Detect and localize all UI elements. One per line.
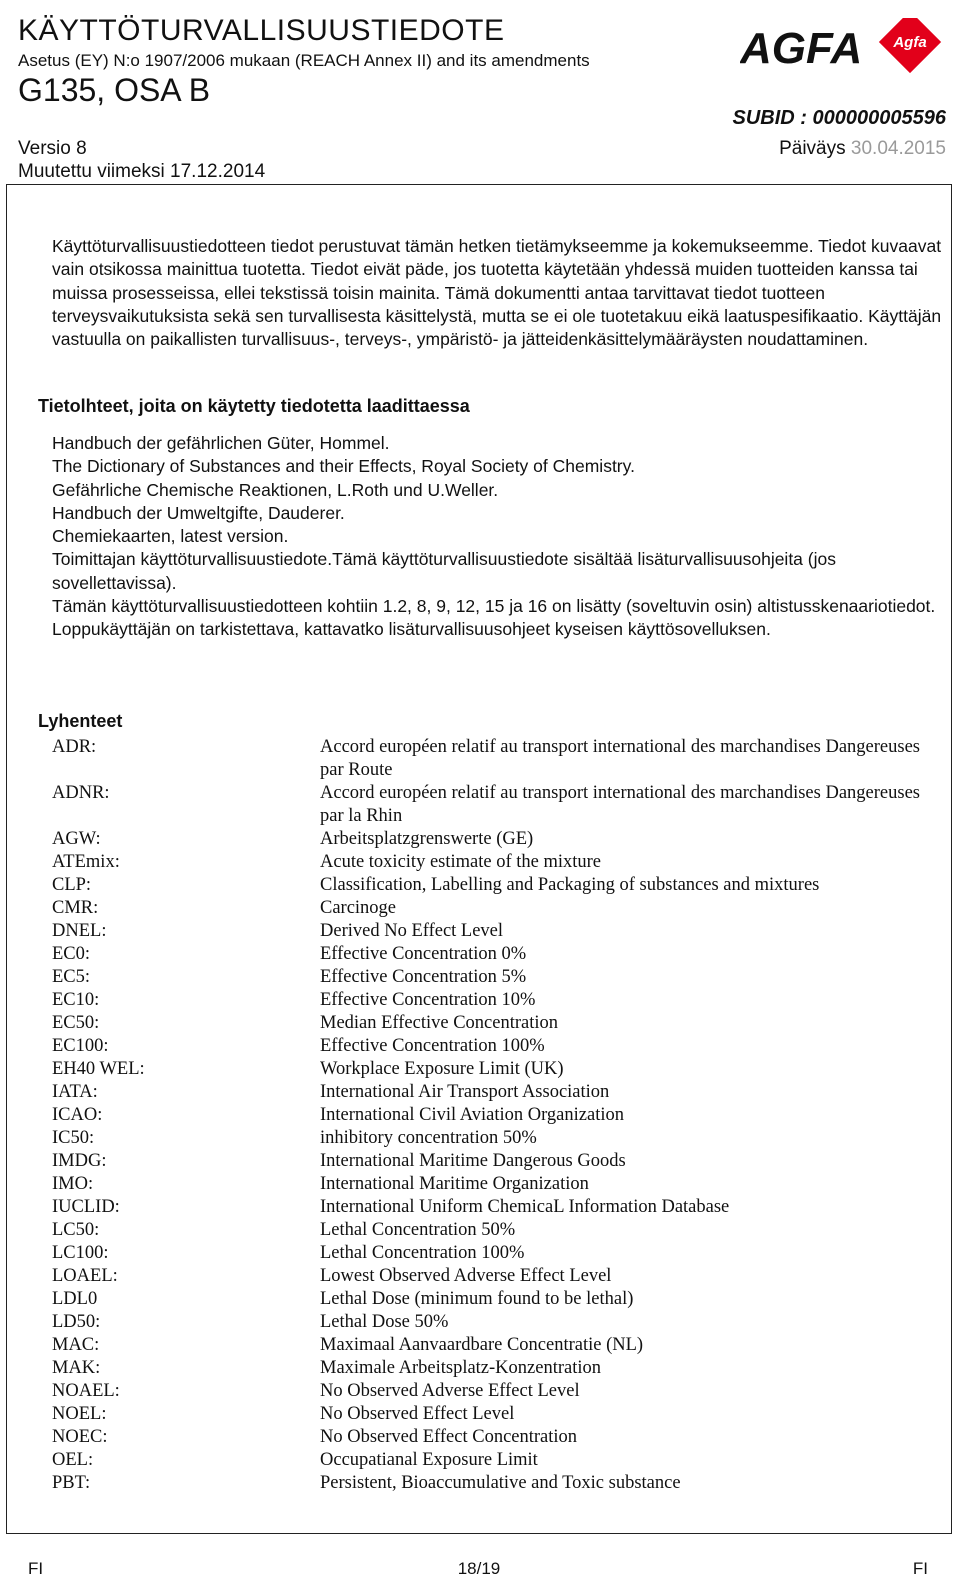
abbreviation-code: NOEC: (52, 1427, 108, 1447)
document-header (0, 0, 960, 184)
abbreviation-row (52, 1035, 942, 1058)
abbreviation-code: NOAEL: (52, 1381, 120, 1401)
abbreviation-code: ICAO: (52, 1105, 103, 1125)
abbreviation-definition: Carcinoge (320, 898, 397, 918)
source-item: The Dictionary of Substances and their Effects, Royal Society of Chemistry. (52, 456, 635, 477)
abbreviation-row (52, 1449, 942, 1472)
abbreviation-code: IMDG: (52, 1151, 107, 1171)
abbreviation-code: EC5: (52, 967, 91, 987)
abbreviation-row (52, 920, 942, 943)
abbreviation-code: ADR: (52, 737, 97, 757)
abbreviation-code: LOAEL: (52, 1266, 118, 1286)
abbreviation-code: MAK: (52, 1358, 101, 1378)
abbreviation-definition: Accord européen relatif au transport international des marchandises Dangereuses par Route (320, 737, 920, 780)
abbreviation-definition: International Civil Aviation Organization (320, 1105, 624, 1125)
abbreviation-row (52, 1472, 942, 1495)
abbreviation-code: ATEmix: (52, 852, 120, 872)
abbreviation-definition: Maximale Arbeitsplatz-Konzentration (320, 1358, 602, 1378)
issue-date (779, 138, 946, 160)
source-item: Tämän käyttöturvallisuustiedotteen kohtiin 1.2, 8, 9, 12, 15 ja 16 on lisätty (soveltuvin osin) altistusskenaariotiedot. Loppukäyttäjän on tarkistettava, kattavatko lisäturvallisuusohjeet kyseisen käyttösovelluksen. (52, 596, 936, 640)
abbreviation-row (52, 1150, 942, 1173)
abbreviation-row (52, 736, 942, 782)
abbreviation-row (52, 1173, 942, 1196)
abbreviation-row (52, 943, 942, 966)
source-item: Handbuch der gefährlichen Güter, Hommel. (52, 433, 390, 453)
abbreviation-code: LD50: (52, 1312, 101, 1332)
svg-text:Agfa: Agfa (893, 34, 927, 51)
abbreviation-code: DNEL: (52, 921, 107, 941)
abbreviation-row (52, 851, 942, 874)
abbreviation-definition: Lethal Dose 50% (320, 1312, 449, 1332)
abbreviation-definition: Classification, Labelling and Packaging of substances and mixtures (320, 875, 820, 895)
abbreviation-row (52, 1081, 942, 1104)
abbreviation-row (52, 897, 942, 920)
sources-heading: Tietolhteet, joita on käytetty tiedotetta laadittaessa (38, 396, 470, 416)
abbreviation-definition: Lethal Dose (minimum found to be lethal) (320, 1289, 634, 1309)
abbreviation-definition: Effective Concentration 5% (320, 967, 527, 987)
abbreviation-code: MAC: (52, 1335, 100, 1355)
abbreviation-row (52, 828, 942, 851)
date-label: Päiväys (779, 138, 846, 159)
version: Versio 8 (18, 138, 87, 159)
intro-paragraph: Käyttöturvallisuustiedotteen tiedot perustuvat tämän hetken tietämykseemme ja kokemukseemme. Tiedot kuvaavat vain otsikossa mainittua tuotetta. Tiedot eivät päde, jos tuotetta käytetään yhdessä muiden tuotteiden kanssa tai muissa prosesseissa, ellei tekstissä toisin mainita. Tämä dokumentti antaa tarvittavat tiedot tuotteen terveysvaikutuksista sekä sen turvallisesta käsittelystä, mutta se ei ole tuotetakuu eikä laatuspesifikaatio. Käyttäjän vastuulla on paikallisten turvallisuus-, terveys-, ympäristö- ja jätteidenkäsittelymääräysten noudattaminen. (52, 236, 942, 350)
abbreviation-code: LC100: (52, 1243, 109, 1263)
abbreviation-definition: Lowest Observed Adverse Effect Level (320, 1266, 612, 1286)
abbreviation-definition: inhibitory concentration 50% (320, 1128, 537, 1148)
abbreviation-row (52, 1219, 942, 1242)
abbreviation-code: EH40 WEL: (52, 1059, 145, 1079)
source-item: Chemiekaarten, latest version. (52, 526, 289, 547)
abbreviation-code: IUCLID: (52, 1197, 120, 1217)
abbreviation-code: LDL0 (52, 1289, 98, 1309)
abbreviation-code: EC50: (52, 1013, 100, 1033)
abbreviation-row (52, 1380, 942, 1403)
revised-date: Muutettu viimeksi 17.12.2014 (18, 161, 266, 182)
subid: SUBID : 000000005596 (732, 107, 946, 129)
abbreviation-definition: Persistent, Bioaccumulative and Toxic substance (320, 1473, 681, 1493)
abbreviation-code: IMO: (52, 1174, 94, 1194)
abbreviation-code: IATA: (52, 1082, 98, 1102)
abbreviation-definition: Effective Concentration 10% (320, 990, 536, 1010)
abbreviation-row (52, 1288, 942, 1311)
abbreviation-definition: International Maritime Dangerous Goods (320, 1151, 626, 1171)
abbreviation-definition: No Observed Effect Concentration (320, 1427, 578, 1447)
abbreviation-code: PBT: (52, 1473, 91, 1493)
agfa-wordmark: AGFA (740, 24, 863, 73)
abbreviation-definition: Arbeitsplatzgrenswerte (GE) (320, 829, 534, 849)
abbreviation-code: OEL: (52, 1450, 94, 1470)
abbreviation-row (52, 782, 942, 828)
abbreviations-list (52, 736, 942, 1495)
abbreviation-code: LC50: (52, 1220, 100, 1240)
abbreviation-definition: International Air Transport Association (320, 1082, 610, 1102)
source-item: Gefährliche Chemische Reaktionen, L.Roth und U.Weller. (52, 479, 499, 500)
date-value: 30.04.2015 (850, 138, 946, 159)
abbreviation-row (52, 1127, 942, 1150)
document-title: KÄYTTÖTURVALLISUUSTIEDOTE (18, 14, 505, 47)
footer-language-left: FI (28, 1559, 44, 1578)
abbreviation-definition: Acute toxicity estimate of the mixture (320, 852, 602, 872)
abbreviation-row (52, 989, 942, 1012)
abbreviation-definition: Derived No Effect Level (320, 921, 504, 941)
page-footer (6, 1534, 952, 1590)
intro-text (52, 235, 942, 351)
abbreviation-row (52, 1426, 942, 1449)
regulation-line: Asetus (EY) N:o 1907/2006 mukaan (REACH Annex II) and its amendments (18, 51, 590, 70)
abbreviation-code: AGW: (52, 829, 101, 849)
page-number: 18/19 (457, 1559, 501, 1578)
abbreviations-heading: Lyhenteet (38, 711, 123, 731)
abbreviation-definition: Maximaal Aanvaardbare Concentratie (NL) (320, 1335, 644, 1355)
abbreviation-definition: International Maritime Organization (320, 1174, 589, 1194)
abbreviation-definition: Effective Concentration 100% (320, 1036, 545, 1056)
abbreviation-definition: Workplace Exposure Limit (UK) (320, 1059, 564, 1079)
agfa-logo (740, 18, 945, 76)
abbreviation-definition: Lethal Concentration 100% (320, 1243, 525, 1263)
abbreviation-row (52, 1196, 942, 1219)
abbreviation-row (52, 1058, 942, 1081)
abbreviation-row (52, 1104, 942, 1127)
abbreviation-code: CMR: (52, 898, 99, 918)
abbreviation-definition: Occupatianal Exposure Limit (320, 1450, 538, 1470)
abbreviation-definition: No Observed Effect Level (320, 1404, 515, 1424)
abbreviation-definition: Accord européen relatif au transport international des marchandises Dangereuses par la Rhin (320, 783, 920, 826)
abbreviation-row (52, 966, 942, 989)
abbreviation-row (52, 874, 942, 897)
abbreviation-row (52, 1242, 942, 1265)
agfa-badge-icon (879, 18, 941, 73)
source-item: Toimittajan käyttöturvallisuustiedote.Tämä käyttöturvallisuustiedote sisältää lisäturvallisuusohjeita (jos sovellettavissa). (52, 549, 836, 593)
product-name: G135, OSA B (18, 72, 211, 108)
abbreviation-code: EC10: (52, 990, 100, 1010)
abbreviation-definition: International Uniform ChemicaL Information Database (320, 1197, 730, 1217)
abbreviation-code: EC100: (52, 1036, 109, 1056)
abbreviation-row (52, 1012, 942, 1035)
abbreviation-row (52, 1403, 942, 1426)
abbreviation-definition: Effective Concentration 0% (320, 944, 527, 964)
sources-list (52, 432, 942, 642)
abbreviation-code: ADNR: (52, 783, 110, 803)
abbreviation-code: EC0: (52, 944, 91, 964)
abbreviation-code: CLP: (52, 875, 92, 895)
footer-language-right: FI (912, 1559, 928, 1578)
source-item: Handbuch der Umweltgifte, Dauderer. (52, 502, 345, 523)
abbreviation-definition: Lethal Concentration 50% (320, 1220, 516, 1240)
abbreviation-row (52, 1334, 942, 1357)
abbreviation-code: IC50: (52, 1128, 95, 1148)
abbreviation-row (52, 1265, 942, 1288)
abbreviation-definition: Median Effective Concentration (320, 1013, 559, 1033)
abbreviation-definition: No Observed Adverse Effect Level (320, 1381, 580, 1401)
abbreviation-code: NOEL: (52, 1404, 107, 1424)
abbreviation-row (52, 1311, 942, 1334)
abbreviation-row (52, 1357, 942, 1380)
